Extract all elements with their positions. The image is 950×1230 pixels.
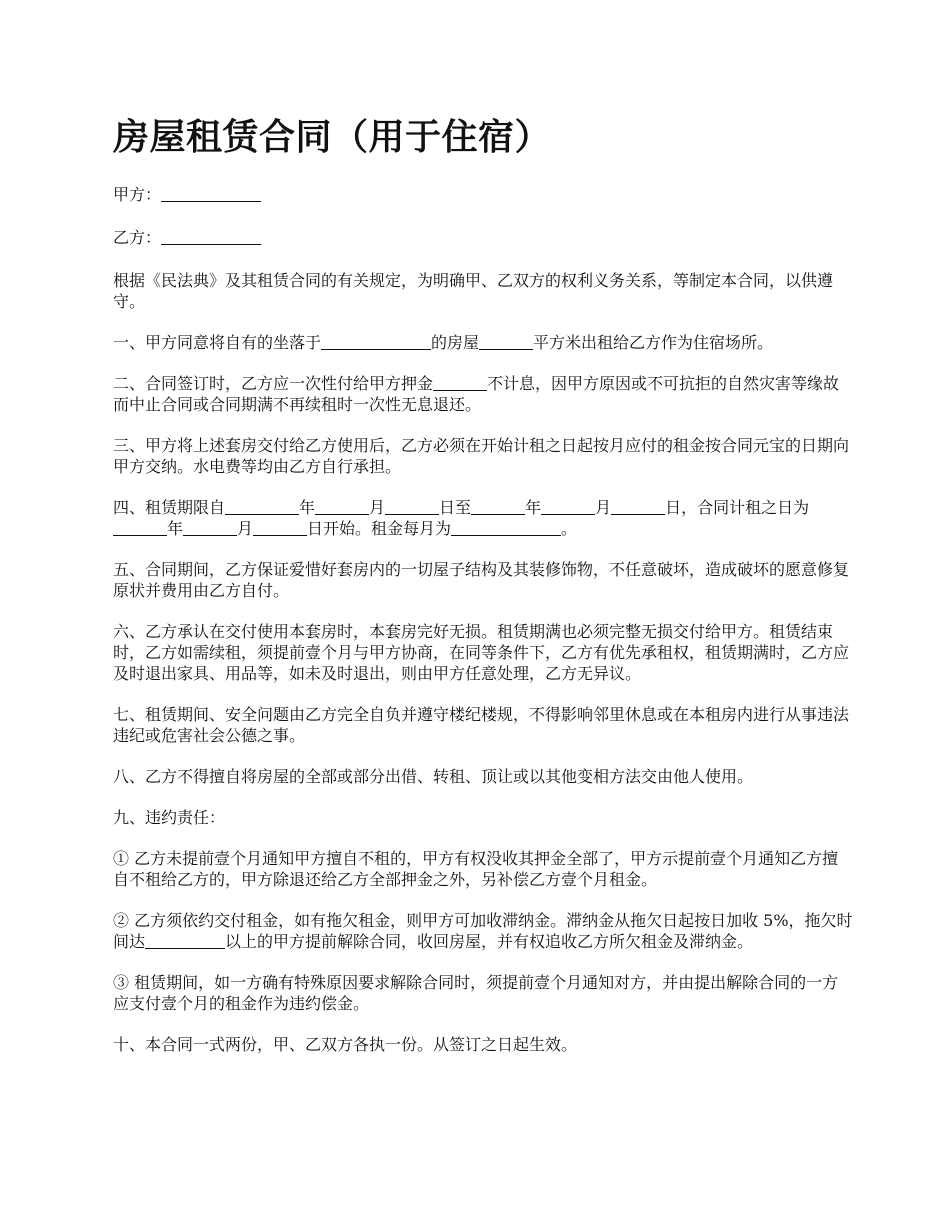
start-day-blank — [385, 498, 439, 515]
clause-4-year-3: 年 — [167, 519, 184, 538]
clause-1-text-b: 的房屋 — [431, 333, 480, 352]
monthly-rent-blank — [451, 519, 561, 536]
party-a-line — [113, 184, 853, 205]
intro-paragraph: 根据《民法典》及其租赁合同的有关规定，为明确甲、乙双方的权利义务关系，等制定本合同，以供遵守。 — [113, 271, 834, 311]
clause-9-item-2-text-a: ② 乙方须依约交付租金，如有拖欠租金，则甲方可加收滞纳金。滞纳金从拖欠日起按日加收 5%，拖欠时间达 — [113, 911, 853, 951]
clause-4-text-a: 四、租赁期限自 — [113, 498, 226, 517]
party-b-label: 乙方： — [113, 228, 162, 247]
party-a-blank — [161, 185, 261, 202]
clause-4-year-2: 年 — [525, 498, 542, 517]
clause-9-item-3: ③ 租赁期间，如一方确有特殊原因要求解除合同时，须提前壹个月通知对方，并由提出解除合同的一方应支付壹个月的租金作为违约偿金。 — [113, 973, 839, 1013]
clause-1 — [113, 332, 853, 353]
clause-2 — [113, 373, 853, 415]
party-b-blank — [161, 228, 261, 245]
document-title: 房屋租赁合同（用于住宿） — [113, 116, 552, 158]
party-b-line — [113, 227, 853, 248]
clause-9-item-2 — [113, 910, 853, 952]
rent-start-year-blank — [113, 519, 167, 536]
clause-4-day-to: 日至 — [439, 498, 472, 517]
clause-2-text-a: 二、合同签订时，乙方应一次性付给甲方押金 — [113, 374, 434, 393]
overdue-period-blank — [145, 932, 225, 949]
clause-10: 十、本合同一式两份，甲、乙双方各执一份。从签订之日起生效。 — [113, 1035, 578, 1054]
end-day-blank — [611, 498, 665, 515]
clause-1-text-c: 平方米出租给乙方作为住宿场所。 — [533, 333, 774, 352]
clause-5: 五、合同期间，乙方保证爱惜好套房内的一切屋子结构及其装修饰物，不任意破坏，造成破坏的愿意修复原状并费用由乙方自付。 — [113, 560, 850, 600]
clause-2-text-b: 不计息，因甲方原因或不可抗拒的自然灾害等缘故而中止合同或合同期满不再续租时一次性无息退还。 — [113, 374, 840, 414]
start-month-blank — [315, 498, 369, 515]
party-a-label: 甲方： — [113, 185, 162, 204]
clause-4-month-1: 月 — [369, 498, 386, 517]
area-blank — [479, 333, 533, 350]
clause-9-title: 九、违约责任： — [113, 808, 226, 827]
clause-9-item-1: ① 乙方未提前壹个月通知甲方擅自不租的，甲方有权没收其押金全部了，甲方示提前壹个月通知乙方擅自不租给乙方的，甲方除退还给乙方全部押金之外，另补偿乙方壹个月租金。 — [113, 849, 839, 889]
clause-4-day-end: 日，合同计租之日为 — [665, 498, 810, 517]
end-year-blank — [471, 498, 525, 515]
rent-start-month-blank — [183, 519, 237, 536]
clause-3: 三、甲方将上述套房交付给乙方使用后，乙方必须在开始计租之日起按月应付的租金按合同元宝的日期向甲方交纳。水电费等均由乙方自行承担。 — [113, 436, 850, 476]
clause-6: 六、乙方承认在交付使用本套房时，本套房完好无损。租赁期满也必须完整无损交付给甲方。租赁结束时，乙方如需续租，须提前壹个月与甲方协商，在同等条件下，乙方有优先承租权，租赁期满时，乙方应及时退出家具、用品等，如未及时退出，则由甲方任意处理，乙方无异议。 — [113, 622, 850, 683]
end-month-blank — [541, 498, 595, 515]
deposit-blank — [433, 374, 487, 391]
clause-4-start: 日开始。租金每月为 — [307, 519, 452, 538]
clause-4-month-3: 月 — [237, 519, 254, 538]
clause-4 — [113, 497, 853, 539]
clause-7: 七、租赁期间、安全问题由乙方完全自负并遵守楼纪楼规，不得影响邻里休息或在本租房内进行从事违法违纪或危害社会公德之事。 — [113, 705, 850, 745]
clause-4-end: 。 — [561, 519, 578, 538]
clause-1-text-a: 一、甲方同意将自有的坐落于 — [113, 333, 322, 352]
clause-9-item-2-text-b: 以上的甲方提前解除合同，收回房屋，并有权追收乙方所欠租金及滞纳金。 — [225, 932, 754, 951]
rent-start-day-blank — [253, 519, 307, 536]
address-blank — [321, 333, 431, 350]
contract-page — [113, 112, 853, 1075]
clause-4-month-2: 月 — [595, 498, 612, 517]
clause-4-year-1: 年 — [299, 498, 316, 517]
clause-8: 八、乙方不得擅自将房屋的全部或部分出借、转租、顶让或以其他变相方法交由他人使用。 — [113, 767, 754, 786]
start-year-blank — [225, 498, 299, 515]
